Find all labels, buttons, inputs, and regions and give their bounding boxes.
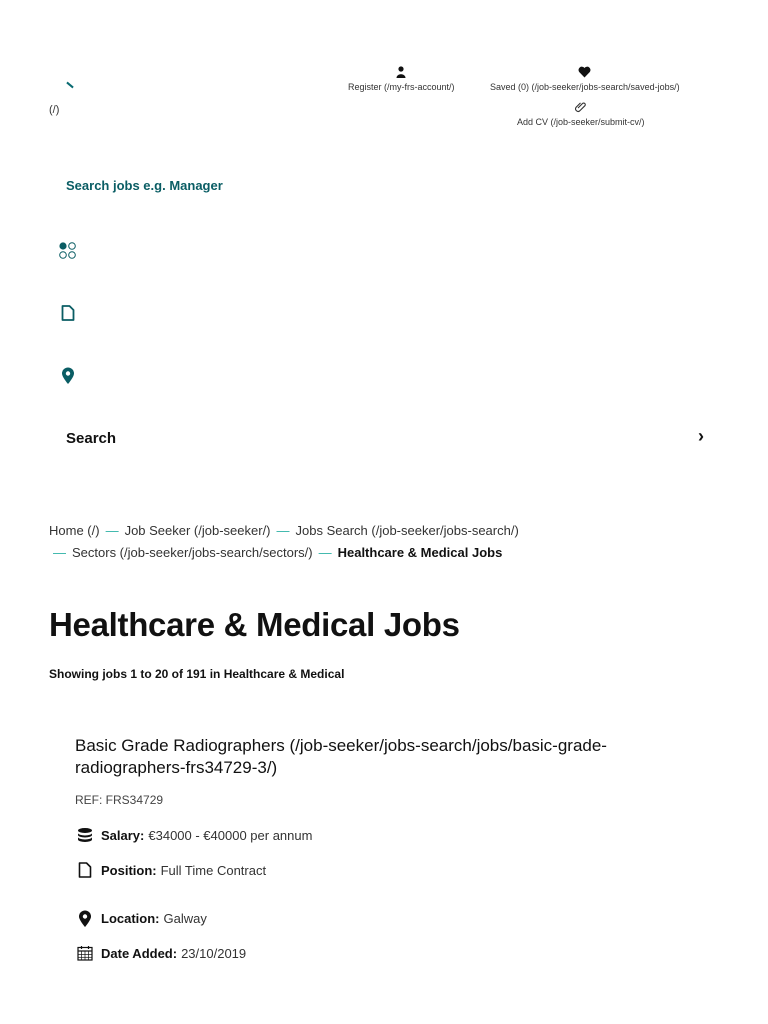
breadcrumb-current: Healthcare & Medical Jobs [337, 545, 503, 560]
user-icon [348, 66, 455, 80]
breadcrumb-separator: — [276, 523, 290, 538]
position-type-select[interactable] [58, 302, 708, 326]
add-cv-link[interactable] [517, 101, 645, 127]
location-value: Galway [163, 910, 207, 926]
page-title: Healthcare & Medical Jobs [49, 606, 460, 643]
location-pin-icon [61, 367, 75, 390]
location-label: Location: [101, 910, 160, 926]
salary-value: €34000 - €40000 per annum [148, 827, 313, 843]
job-title-link[interactable]: Basic Grade Radiographers (/job-seeker/jobs-search/jobs/basic-grade-radiographers-frs34729-3/) [75, 736, 607, 777]
breadcrumb-separator: — [318, 545, 332, 560]
register-label: Register (/my-frs-account/) [348, 82, 455, 92]
paperclip-icon [517, 101, 645, 115]
job-date-added [77, 945, 246, 961]
location-select[interactable] [58, 364, 708, 388]
sectors-icon [58, 241, 78, 266]
job-position [77, 862, 266, 878]
position-value: Full Time Contract [160, 862, 267, 878]
location-pin-icon [77, 910, 93, 926]
salary-label: Salary: [101, 827, 145, 843]
breadcrumb-jobs-search[interactable]: Jobs Search (/job-seeker/jobs-search/) [295, 523, 519, 538]
saved-jobs-link[interactable] [490, 66, 680, 92]
breadcrumb-separator: — [53, 545, 66, 560]
job-location [77, 910, 207, 926]
saved-jobs-label: Saved (0) (/job-seeker/jobs-search/saved-jobs/) [490, 82, 680, 92]
logo-mark [66, 82, 73, 89]
results-count: Showing jobs 1 to 20 of 191 in Healthcare & Medical [49, 667, 345, 681]
breadcrumb-home[interactable]: Home (/) [49, 523, 100, 538]
document-icon [77, 862, 93, 878]
date-added-label: Date Added: [101, 945, 178, 961]
heart-icon [490, 66, 680, 80]
breadcrumb-separator: — [105, 523, 119, 538]
logo-link[interactable]: (/) [49, 104, 60, 116]
coins-icon [77, 827, 93, 843]
search-button-label: Search [66, 429, 117, 447]
sector-select[interactable] [58, 238, 708, 262]
chevron-right-icon: › [698, 426, 704, 446]
calendar-icon [77, 945, 93, 961]
document-icon [61, 305, 75, 326]
job-ref: REF: FRS34729 [75, 793, 164, 807]
register-link[interactable] [348, 66, 455, 92]
date-added-value: 23/10/2019 [181, 945, 247, 961]
job-salary [77, 827, 312, 843]
breadcrumb-sectors[interactable]: Sectors (/job-seeker/jobs-search/sectors/) [72, 545, 313, 560]
add-cv-label: Add CV (/job-seeker/submit-cv/) [517, 117, 645, 127]
search-input[interactable] [66, 178, 706, 193]
breadcrumb-job-seeker[interactable]: Job Seeker (/job-seeker/) [124, 523, 271, 538]
search-button[interactable] [66, 426, 706, 450]
breadcrumb [49, 520, 729, 564]
position-label: Position: [101, 862, 157, 878]
